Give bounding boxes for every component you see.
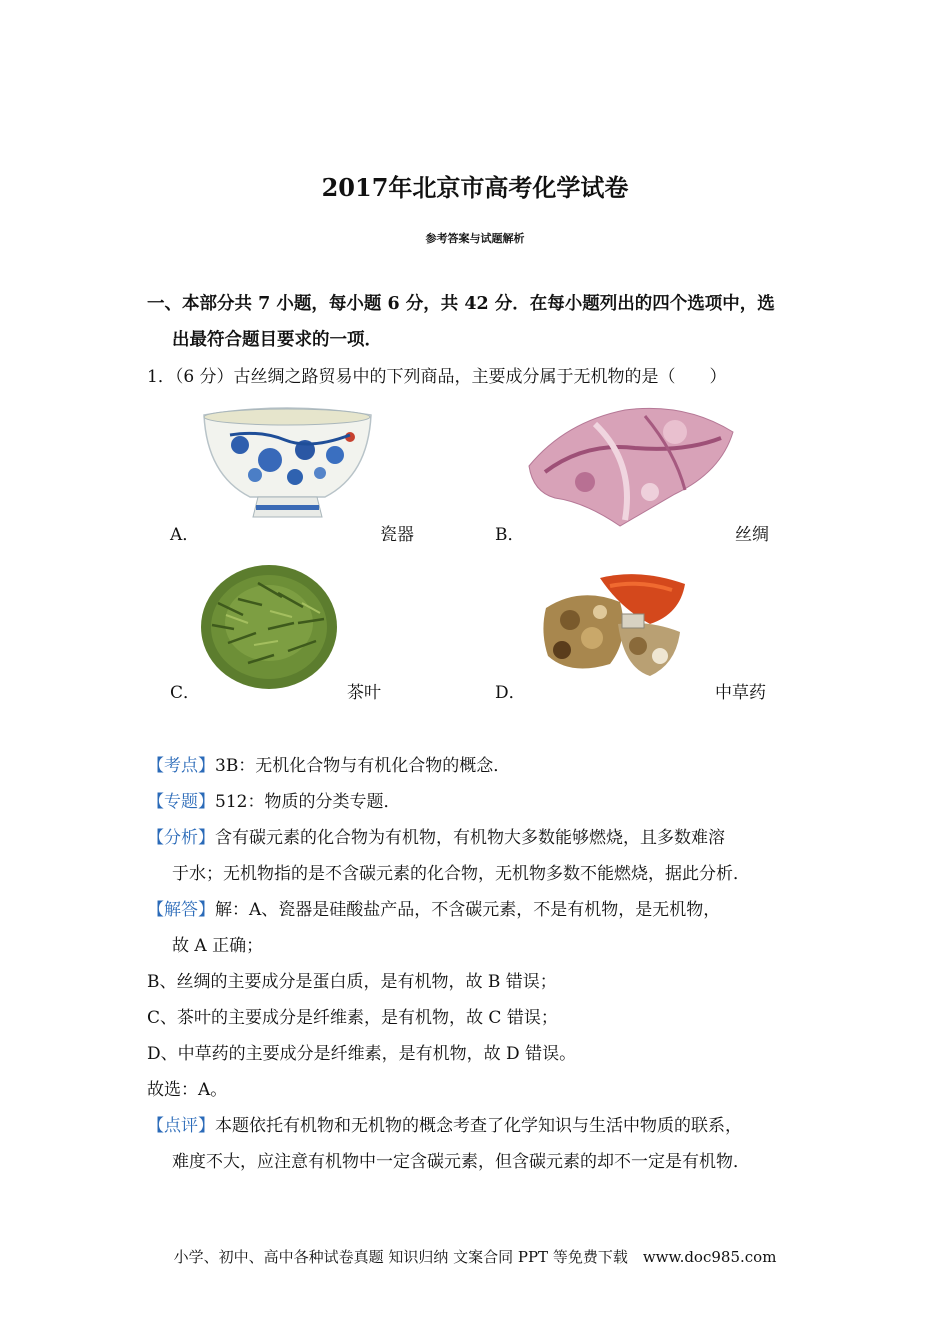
zhuanti-text: 512：物质的分类专题． — [215, 792, 401, 812]
option-d-letter: D． — [495, 683, 526, 703]
dianping-text-2: 难度不大，应注意有机物中一定含碳元素，但含碳元素的却不一定是有机物． — [172, 1152, 750, 1172]
option-d-label: 中草药 — [715, 683, 766, 703]
zhuanti-line — [147, 787, 400, 812]
option-a-label: 瓷器 — [380, 525, 414, 545]
answer-line-b: B、丝绸的主要成分是蛋白质，是有机物，故 B 错误； — [147, 972, 557, 992]
fenxi-text-2: 于水；无机物指的是不含碳元素的化合物，无机物多数不能燃烧，据此分析． — [172, 864, 750, 884]
chinese-herbs-icon — [540, 568, 690, 680]
jieda-text: 解：A、瓷器是硅酸盐产品，不含碳元素，不是有机物，是无机物， — [215, 900, 721, 920]
question-1: 1．（6 分）古丝绸之路贸易中的下列商品，主要成分属于无机物的是（ ） — [147, 367, 727, 387]
dianping-line — [147, 1111, 742, 1136]
kaodian-text: 3B：无机化合物与有机化合物的概念． — [215, 756, 511, 776]
silk-scarf-icon — [525, 402, 737, 532]
section-heading-line2: 出最符合题目要求的一项． — [172, 330, 382, 350]
page-footer: 小学、初中、高中各种试卷真题 知识归纳 文案合同 PPT 等免费下载 www.doc985.com — [173, 1248, 777, 1266]
section-heading-line1: 一、本部分共 7 小题，每小题 6 分，共 42 分．在每小题列出的四个选项中，选 — [147, 294, 775, 314]
porcelain-bowl-icon — [200, 405, 375, 525]
final-answer: 故选：A。 — [147, 1080, 228, 1100]
option-c-label: 茶叶 — [347, 683, 381, 703]
kaodian-tag: 【考点】 — [147, 756, 215, 776]
answer-line-d: D、中草药的主要成分是纤维素，是有机物，故 D 错误。 — [147, 1044, 577, 1064]
option-b-letter: B． — [495, 525, 525, 545]
jieda-tag: 【解答】 — [147, 900, 215, 920]
fenxi-text: 含有碳元素的化合物为有机物，有机物大多数能够燃烧，且多数难溶 — [215, 828, 725, 848]
fenxi-tag: 【分析】 — [147, 828, 215, 848]
answer-line-c: C、茶叶的主要成分是纤维素，是有机物，故 C 错误； — [147, 1008, 558, 1028]
fenxi-line — [147, 823, 725, 848]
option-c-letter: C． — [170, 683, 201, 703]
jieda-text-2: 故 A 正确； — [172, 936, 264, 956]
page-title: 2017年北京市高考化学试卷 — [321, 173, 629, 202]
zhuanti-tag: 【专题】 — [147, 792, 215, 812]
kaodian-line — [147, 751, 510, 776]
option-a-letter: A． — [170, 525, 200, 545]
dianping-text: 本题依托有机物和无机物的概念考查了化学知识与生活中物质的联系， — [215, 1116, 742, 1136]
option-b-label: 丝绸 — [735, 525, 769, 545]
page-subtitle: 参考答案与试题解析 — [425, 232, 525, 245]
dianping-tag: 【点评】 — [147, 1116, 215, 1136]
jieda-line — [147, 895, 720, 920]
tea-leaves-icon — [198, 563, 340, 691]
